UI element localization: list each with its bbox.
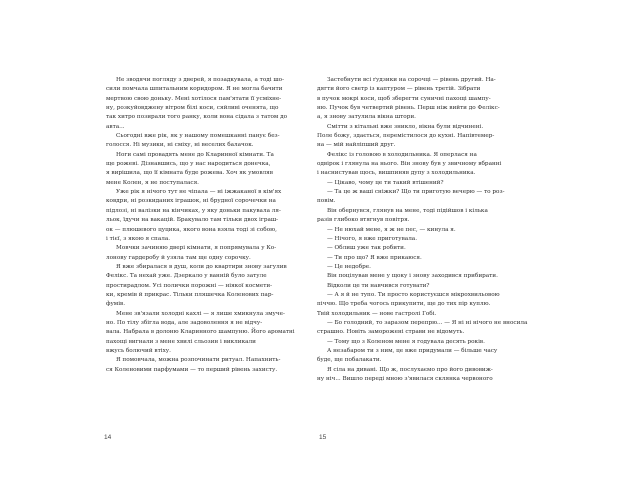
right-page <box>317 76 533 384</box>
paragraph: Уже рік я нічого тут не чіпала — ні іжжаканої в кім'ях ковдри, ні розкиданих іграшок, ні брудної сорочечки на підлозі, ні валізки на кінчиках, у яку доньки пакувала ля- льок, їдучи на вакацій. Бракувало там тільки двох іграш- ок — плюшевого цуцика, якого вона взяла тоді зі собою, і тієї, з якою я спала. <box>106 189 282 242</box>
paragraph: — Облиш уже так робити. <box>327 245 406 252</box>
paragraph: — А я й не тупо. Ти просто користуєшся мікрохвильовою піччю. Що треба чогось прикупити, ще до тих пір куплю. Твій холодильник — нове гастролі Гобі. <box>317 291 500 317</box>
paragraph: — Ти про що? Я вже прикаюся. <box>327 254 422 261</box>
paragraph: — Тому що з Коленом мене я годувала десять років. <box>327 338 485 345</box>
paragraph: Він обернувся, глянув на мене, тоді підійшов і кілька разів глибоко втягнув повітря. <box>317 207 488 224</box>
paragraph: Відколи це ти навчився готувати? <box>327 282 430 289</box>
left-page <box>106 76 320 375</box>
paragraph: — Бо голодний, то заразом перепрю... — Я ні ні нічого не вносила страшно. Новіть заморожені страви не відомуть. <box>317 319 528 336</box>
paragraph: Сьогодні вже рік, як у нашому помешканні панує без- голосся. Ні музики, ні сміху, ні веселих балачок. <box>106 133 280 149</box>
paragraph: Я сіла на дивані. Що ж, послухаємо про його дивовиж- ну ніч... Вишло переді мною з'явилася склянка червоного <box>317 366 493 382</box>
paragraph: Застебнути всі ґудзики на сорочці — рівень другий. На- дягти його светр із каптуром — рівень третій. Зібрати в пучок мокрі коси, щоб зберегти суничні пахощі шампу- ню. Пучок був четвертий рівень. Перш ніж вийти до Фелікс- а, я знову затулила вікна штори. <box>317 77 500 121</box>
paragraph: Він поцілував мене у щоку і знову заходився прибирати. <box>327 273 498 280</box>
paragraph: Смітти з кітальні вже зникло, вікна були відчинені. Поле божу, здається, перемістилося до кухні. Напівтемер- на — мій найліпший друг. <box>317 123 495 149</box>
paragraph: А незабаром ти з ним, це вже придумали — більше часу буде, ще побалакати. <box>317 347 498 364</box>
paragraph: — Цікаво, чому це ти такий втішений? <box>327 179 444 186</box>
paragraph: — Нічого, я вже приготувала. <box>327 235 418 242</box>
paragraph: — Та це ж ваші сніжки? Що ти приготую вечерю — то роз- повім. <box>317 189 505 205</box>
page-number-left: 14 <box>104 434 112 441</box>
paragraph: — Не нюхай мене, я ж не пес, — кинула я. <box>327 226 456 233</box>
paragraph: Фелікс із головою в холодильника. Я оперлася на одвірок і глянула на нього. Він знову був у звичному вбранні і наснистував щось, вишпиняв дупу з холодильника. <box>317 151 502 177</box>
paragraph: Мене зв'язали холодні кахлі — я лише хмикнула змуче- но. По тілу збігла вода, але задоволення я не відчу- вала. Набрала в долоню Кларинного шампуню. Його ароматні пахощі вигнали з мене хвилі сльозин і викликали вжусь болючий втіху. <box>106 310 295 354</box>
paragraph: Не зводячи погляду з дверей, я позадкувала, а тоді шо- сили помчала шпитальним коридором. Я не могла бачити мертвою свою доньку. Мені хотілося пам'ятати її усміхне- ну, розкуйовджену вітром білі коси, сяйливі оченята, що так хитро позирали того ранку, коли вона сідала з татом до авта... <box>106 77 288 130</box>
paragraph: Я вже збиралася в душ, коли до квартири знову загулив Фелікс. Та нехай уже. Дзеркало у ванній було затуле простирадлом. Усі полички порожні — ніякої космети- ки, кремів й прикрас. Тільки пляшечка Коленових пар- фумів. <box>106 263 287 308</box>
paragraph: Ноги самі провадять мене до Кларинної кімнати. Та ще рожеві. Дізнавшись, що у нас народиться донечка, я вирішила, що її кімната буде рожева. Хоч як умовляв мене Колен, я не поступалася. <box>106 151 274 186</box>
page-number-right: 15 <box>319 434 327 441</box>
paragraph: — Це недобре. <box>327 263 371 270</box>
paragraph: Мовчки зачиняю двері кімнати, я попрямувала у Ко- лонову гардеробу й узяла там ще одну сорочку. <box>106 245 277 261</box>
paragraph: Я помовчала, можна розпочинати ритуал. Напахнить- ся Коленовими парфумами — то перший рівень захисту. <box>106 357 281 373</box>
